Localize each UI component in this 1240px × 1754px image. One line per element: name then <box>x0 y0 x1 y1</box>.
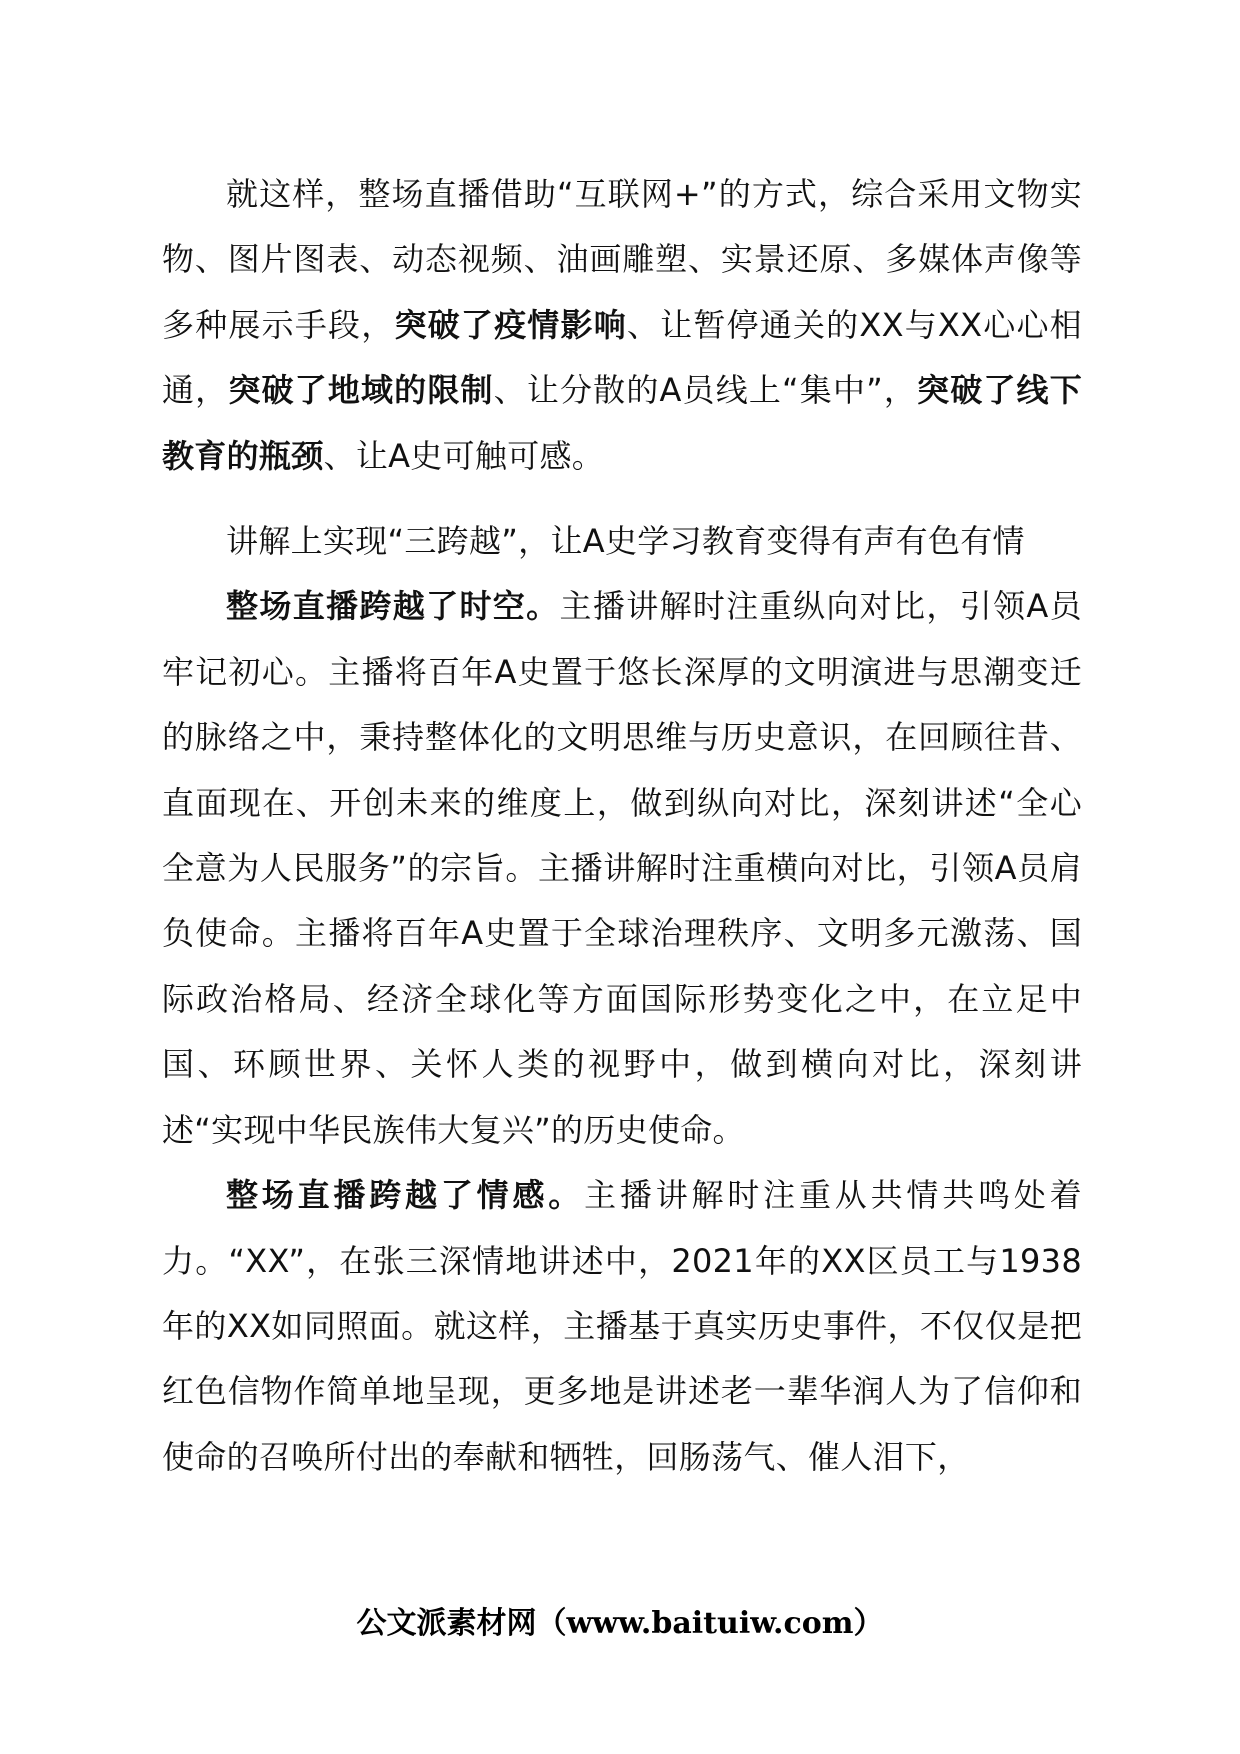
paragraph <box>162 1163 1082 1490</box>
text-segment: 、让A史可触可感。 <box>323 436 605 475</box>
bold-text: 突破了疫情影响 <box>394 305 627 344</box>
text-segment: 、让暂停通关的XX与XX心心相通， <box>162 305 1082 410</box>
bold-text: 突破了地域的限制 <box>228 371 494 410</box>
section-heading <box>162 509 1082 574</box>
text-segment: 就这样，整场直播借助“互联网+”的方式，综合采用文物实物、图片图表、动态视频、油画雕塑、实景还原、多媒体声像等多种展示手段， <box>162 175 1082 344</box>
text-segment: 、让分散的A员线上“集中”， <box>493 371 918 410</box>
document-body <box>162 162 1082 1490</box>
text-segment: 主播讲解时注重从共情共鸣处着力。“XX”，在张三深情地讲述中，2021年的XX区员工与1938年的XX如同照面。就这样，主播基于真实历史事件，不仅仅是把红色信物作简单地呈现，更多地是讲述老一辈华润人为了信仰和使命的召唤所付出的奉献和牺牲，回肠荡气、催人泪下， <box>162 1176 1082 1476</box>
paragraph <box>162 162 1082 489</box>
text-segment: 讲解上实现“三跨越”，让A史学习教育变得有声有色有情 <box>226 522 1025 561</box>
bold-text: 整场直播跨越了时空。 <box>226 587 560 626</box>
text-segment: 主播讲解时注重纵向对比，引领A员牢记初心。主播将百年A史置于悠长深厚的文明演进与思潮变迁的脉络之中，秉持整体化的文明思维与历史意识，在回顾往昔、直面现在、开创未来的维度上，做到纵向对比，深刻讲述“全心全意为人民服务”的宗旨。主播讲解时注重横向对比，引领A员肩负使命。主播将百年A史置于全球治理秩序、文明多元激荡、国际政治格局、经济全球化等方面国际形势变化之中，在立足中国、环顾世界、关怀人类的视野中，做到横向对比，深刻讲述“实现中华民族伟大复兴”的历史使命。 <box>162 587 1082 1149</box>
bold-text: 整场直播跨越了情感。 <box>226 1176 585 1215</box>
bold-text: 突破了线下教育的瓶颈 <box>162 371 1082 475</box>
paragraph <box>162 574 1082 1163</box>
footer-watermark: 公文派素材网（www.baituiw.com） <box>356 1606 884 1641</box>
